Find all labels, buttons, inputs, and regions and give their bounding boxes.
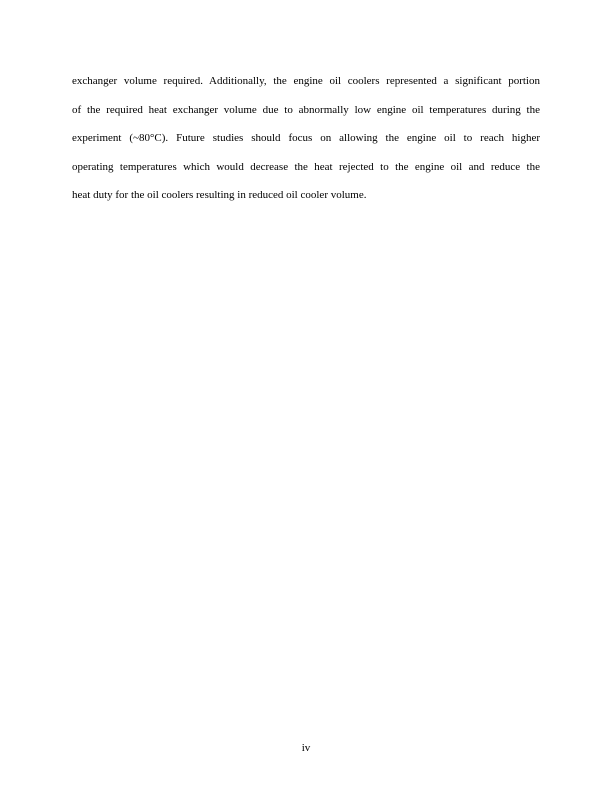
paragraph-line: of the required heat exchanger volume due to abnormally low engine oil temperatures during the [72, 103, 540, 116]
paragraph-line: heat duty for the oil coolers resulting in reduced oil cooler volume. [72, 189, 367, 201]
body-paragraph [72, 67, 540, 210]
paragraph-line: operating temperatures which would decrease the heat rejected to the engine oil and reduce the [72, 160, 540, 173]
paragraph-line: experiment (~80°C). Future studies should focus on allowing the engine oil to reach higher [72, 132, 540, 144]
page-number: iv [301, 742, 311, 754]
paragraph-line: exchanger volume required. Additionally, the engine oil coolers represented a significant portion [72, 75, 540, 87]
